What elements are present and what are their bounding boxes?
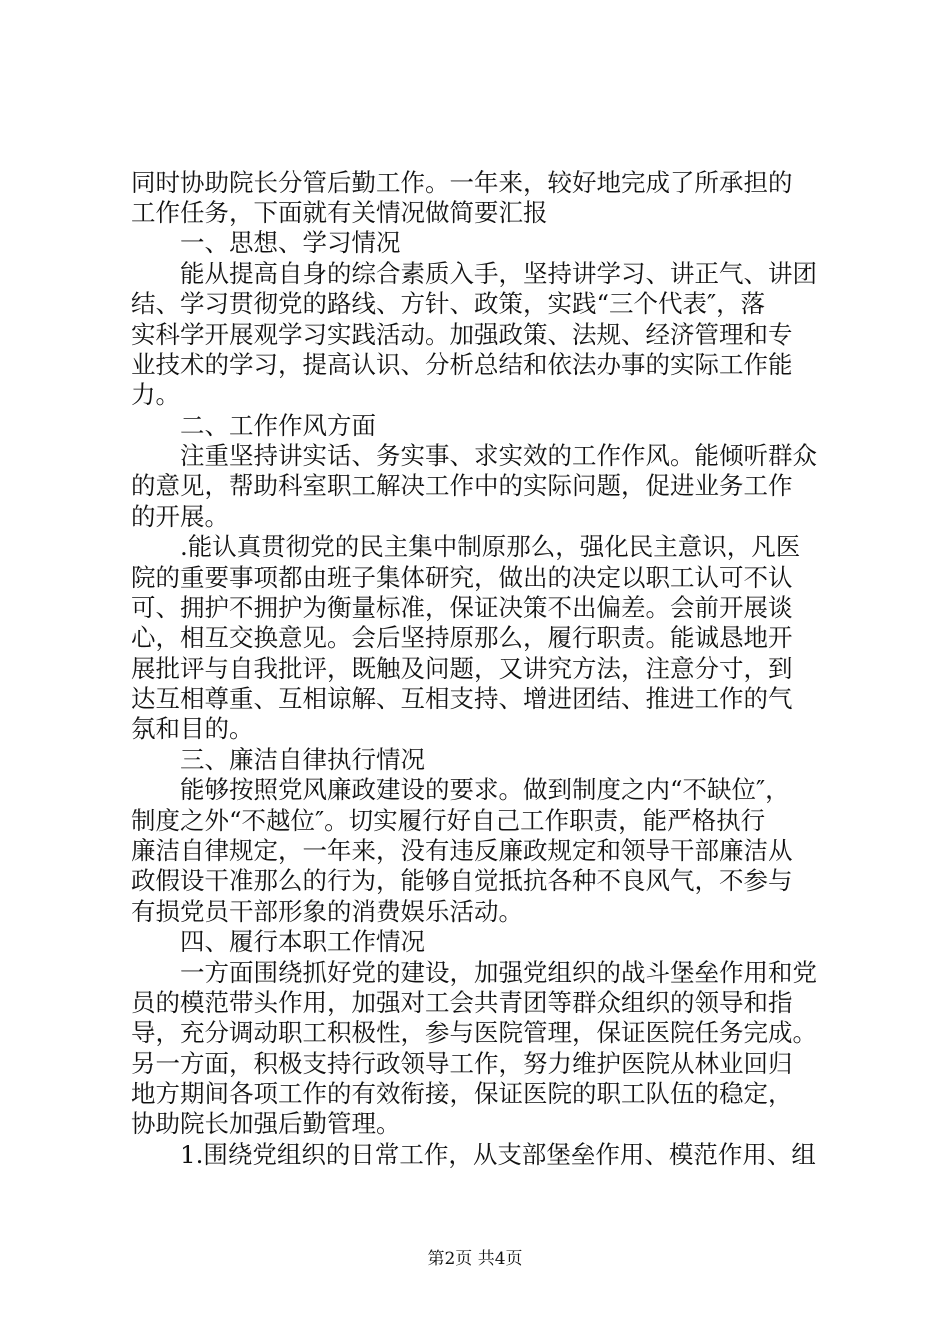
text-line: 员的模范带头作用，加强对工会共青团等群众组织的领导和指	[131, 988, 793, 1017]
section-heading: 三、廉洁自律执行情况	[180, 745, 425, 774]
text-line: .能认真贯彻党的民主集中制原那么，强化民主意识，凡医	[180, 532, 801, 561]
text-line: 导，充分调动职工积极性，参与医院管理，保证医院任务完成。	[131, 1018, 817, 1047]
text-line: 政假设干准那么的行为，能够自觉抵抗各种不良风气，不参与	[131, 866, 793, 895]
text-line: 的意见，帮助科室职工解决工作中的实际问题，促进业务工作	[131, 471, 793, 500]
text-line: 展批评与自我批评，既触及问题，又讲究方法，注意分寸，到	[131, 654, 793, 683]
text-line: 能从提高自身的综合素质入手，坚持讲学习、讲正气、讲团	[180, 259, 817, 288]
text-line: 实科学开展观学习实践活动。加强政策、法规、经济管理和专	[131, 320, 793, 349]
text-line: 力。	[131, 380, 180, 409]
text-line: 可、拥护不拥护为衡量标准，保证决策不出偏差。会前开展谈	[131, 593, 793, 622]
text-line: 制度之外“不越位″。切实履行好自己工作职责，能严格执行	[131, 806, 766, 835]
text-line: 达互相尊重、互相谅解、互相支持、增进团结、推进工作的气	[131, 684, 793, 713]
text-line: 结、学习贯彻党的路线、方针、政策，实践“三个代表″，落	[131, 289, 766, 318]
text-line: 注重坚持讲实话、务实事、求实效的工作作风。能倾听群众	[180, 441, 817, 470]
text-line: 廉洁自律规定，一年来，没有违反廉政规定和领导干部廉洁从	[131, 836, 793, 865]
text-line: 协助院长加强后勤管理。	[131, 1109, 401, 1138]
section-heading: 四、履行本职工作情况	[180, 927, 425, 956]
text-line: 氛和目的。	[131, 714, 254, 743]
section-heading: 二、工作作风方面	[180, 411, 376, 440]
text-line: 有损党员干部形象的消费娱乐活动。	[131, 897, 523, 926]
text-line: 一方面围绕抓好党的建设，加强党组织的战斗堡垒作用和党	[180, 958, 817, 987]
text-line: 业技术的学习，提高认识、分析总结和依法办事的实际工作能	[131, 350, 793, 379]
page-number-footer: 第2页 共4页	[427, 1249, 523, 1269]
text-line: 工作任务，下面就有关情况做简要汇报	[131, 198, 548, 227]
text-line: 同时协助院长分管后勤工作。一年来，较好地完成了所承担的	[131, 168, 793, 197]
text-line: 院的重要事项都由班子集体研究，做出的决定以职工认可不认	[131, 563, 793, 592]
text-line: 另一方面，积极支持行政领导工作，努力维护医院从林业回归	[131, 1049, 793, 1078]
text-line: 心，相互交换意见。会后坚持原那么，履行职责。能诚恳地开	[131, 623, 793, 652]
text-line: 的开展。	[131, 502, 229, 531]
section-heading: 一、思想、学习情况	[180, 228, 401, 257]
text-line: 地方期间各项工作的有效衔接，保证医院的职工队伍的稳定，	[131, 1079, 793, 1108]
text-line: 能够按照党风廉政建设的要求。做到制度之内“不缺位″，	[180, 775, 790, 804]
text-line: 1.围绕党组织的日常工作，从支部堡垒作用、模范作用、组	[180, 1140, 816, 1169]
